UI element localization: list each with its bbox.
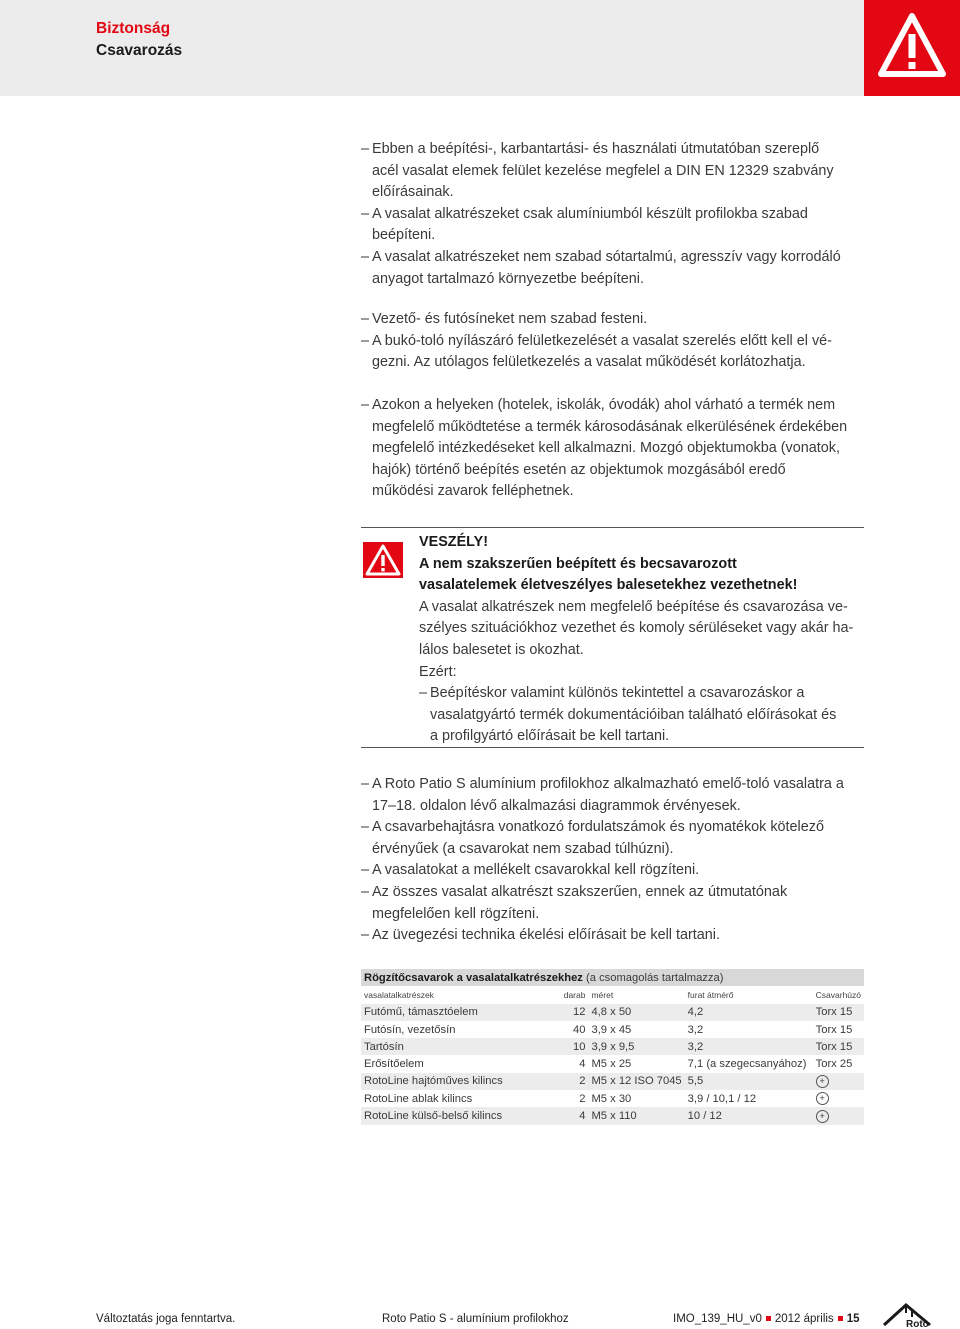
cell-qty: 4 bbox=[555, 1107, 589, 1124]
list-item-line: Az összes vasalat alkatrészt szakszerűen, ennek az útmutatónak bbox=[372, 883, 788, 900]
danger-body-line: A vasalat alkatrészek nem megfelelő beépítése és csavarozása ve- bbox=[419, 598, 848, 615]
subsection-title: Csavarozás bbox=[96, 42, 183, 59]
list-item: – A vasalatokat a mellékelt csavarokkal kell rögzíteni. bbox=[361, 860, 866, 882]
cell-bore: 3,9 / 10,1 / 12 bbox=[685, 1090, 813, 1107]
cell-size: 3,9 x 45 bbox=[588, 1021, 684, 1038]
column-header: vasalatalkatrészek bbox=[364, 989, 434, 1000]
cell-size: M5 x 30 bbox=[588, 1090, 684, 1107]
list-item-line: 17–18. oldalon lévő alkalmazási diagrammok érvényesek. bbox=[372, 797, 741, 814]
table-row bbox=[361, 1021, 864, 1038]
danger-title: VESZÉLY! bbox=[419, 534, 489, 550]
column-header: darab bbox=[563, 989, 586, 1000]
list-item: – Vezető- és futósíneket nem szabad festeni. bbox=[361, 309, 866, 331]
cell-driver: Torx 15 bbox=[813, 1021, 864, 1038]
page-number: 15 bbox=[846, 1313, 860, 1325]
column-header: furat átmérő bbox=[687, 989, 734, 1000]
list-item-line: Azokon a helyeken (hotelek, iskolák, óvodák) ahol várható a termék nem bbox=[372, 397, 836, 413]
list-item-line: megfelelő intézkedéseket kell alkalmazni. Mozgó objektumokba (vonatok, bbox=[372, 440, 840, 457]
table-row bbox=[361, 1004, 864, 1021]
cell-bore: 4,2 bbox=[685, 1004, 813, 1021]
separator-square-icon bbox=[838, 1316, 843, 1321]
table-row bbox=[361, 1038, 864, 1055]
danger-notice bbox=[361, 527, 864, 748]
list-item-line: Vezető- és futósíneket nem szabad festeni. bbox=[372, 311, 648, 327]
cell-size: M5 x 12 ISO 7045 bbox=[588, 1073, 684, 1090]
cell-qty: 10 bbox=[555, 1038, 589, 1055]
table-title-row bbox=[361, 969, 864, 986]
doc-id: IMO_139_HU_v0 bbox=[673, 1313, 762, 1325]
separator-square-icon bbox=[766, 1316, 771, 1321]
footer-right bbox=[673, 1313, 859, 1325]
danger-therefore: Ezért: bbox=[419, 663, 457, 680]
danger-sub-item: – Beépítéskor valamint különös tekintettel a csavarozáskor a vasalatgyártó termék dokumentációiban található előírásokat és a profilgyártó előírásait be kell tartani. bbox=[419, 683, 867, 748]
list-item: – Azokon a helyeken (hotelek, iskolák, óvodák) ahol várható a termék nem megfelelő működtetése a termék károsodásának elkerülésének érdekében megfelelő intézkedéseket kell alkalmazni. Mozgó objektumokba (vonatok, hajók) történő beépítés esetén az objektumok mozgásából eredő működési zavarok felléphetnek. bbox=[361, 395, 866, 503]
roto-logo bbox=[876, 1303, 942, 1329]
cell-qty: 2 bbox=[555, 1073, 589, 1090]
safety-list-2 bbox=[361, 309, 866, 374]
page-header bbox=[0, 0, 960, 96]
danger-text bbox=[419, 532, 867, 748]
table-header-row bbox=[361, 986, 864, 1003]
cell-part: Erősítőelem bbox=[361, 1055, 555, 1072]
list-item-line: anyagot tartalmazó környezetbe beépíteni. bbox=[372, 270, 644, 287]
list-item: – A bukó-toló nyílászáró felületkezelését a vasalat szerelés előtt kell el vé- gezni. Az utólagos felületkezelés a vasalat működését korlátozhatja. bbox=[361, 331, 866, 374]
danger-warning-icon bbox=[363, 542, 403, 578]
safety-list-3 bbox=[361, 395, 866, 503]
list-item-line: működési zavarok felléphetnek. bbox=[372, 483, 574, 500]
cell-part: RotoLine hajtóműves kilincs bbox=[361, 1073, 555, 1090]
table-row bbox=[361, 1090, 864, 1107]
phillips-icon: + bbox=[816, 1075, 829, 1088]
list-item-line: A vasalatokat a mellékelt csavarokkal kell rögzíteni. bbox=[372, 862, 700, 879]
cell-driver: Torx 15 bbox=[813, 1038, 864, 1055]
list-item: – A Roto Patio S alumínium profilokhoz alkalmazható emelő-toló vasalatra a 17–18. oldalon lévő alkalmazási diagrammok érvényesek. bbox=[361, 774, 866, 817]
list-item: – Az üvegezési technika ékelési előírásait be kell tartani. bbox=[361, 925, 866, 947]
cell-size: 4,8 x 50 bbox=[588, 1004, 684, 1021]
cell-bore: 5,5 bbox=[685, 1073, 813, 1090]
cell-bore: 3,2 bbox=[685, 1021, 813, 1038]
list-item-line: beépíteni. bbox=[372, 227, 436, 244]
danger-body-line: lálos balesetet is okozhat. bbox=[419, 641, 584, 658]
footer-center: Roto Patio S - alumínium profilokhoz bbox=[382, 1313, 569, 1325]
cell-part: Tartósín bbox=[361, 1038, 555, 1055]
cell-driver bbox=[813, 1073, 864, 1090]
column-header: méret bbox=[591, 989, 614, 1000]
list-item-line: A Roto Patio S alumínium profilokhoz alkalmazható emelő-toló vasalatra a bbox=[372, 776, 844, 792]
cell-qty: 2 bbox=[555, 1090, 589, 1107]
table-row bbox=[361, 1055, 864, 1072]
warning-triangle-icon bbox=[878, 12, 946, 80]
list-item-line: acél vasalat elemek felület kezelése megfelel a DIN EN 12329 szabvány bbox=[372, 162, 834, 179]
danger-sub-line: a profilgyártó előírásait be kell tartani. bbox=[430, 728, 670, 745]
list-item: – A csavarbehajtásra vonatkozó fordulatszámok és nyomatékok kötelező érvényűek (a csavarokat nem szabad túlhúzni). bbox=[361, 817, 866, 860]
list-item-line: A vasalat alkatrészeket nem szabad sótartalmú, agresszív vagy korrodáló bbox=[372, 248, 841, 265]
list-item-line: gezni. Az utólagos felületkezelés a vasalat működését korlátozhatja. bbox=[372, 354, 806, 371]
list-item-line: megfelelő működtetése a termék károsodásának elkerülésének érdekében bbox=[372, 418, 848, 435]
cell-size: 3,9 x 9,5 bbox=[588, 1038, 684, 1055]
screw-table bbox=[361, 969, 864, 1125]
cell-part: Futómű, támasztóelem bbox=[361, 1004, 555, 1021]
list-item-line: A vasalat alkatrészeket csak alumíniumból készült profilokba szabad bbox=[372, 205, 808, 222]
safety-list-4 bbox=[361, 774, 866, 947]
list-item: – Ebben a beépítési-, karbantartási- és használati útmutatóban szereplő acél vasalat elemek felület kezelése megfelel a DIN EN 12329 szabvány előírásainak. bbox=[361, 139, 866, 204]
table-row bbox=[361, 1073, 864, 1090]
danger-headline-line: vasalatelemek életveszélyes balesetekhez vezethetnek! bbox=[419, 577, 798, 594]
danger-body-line: szélyes szituációkhoz vezethet és komoly sérüléseket vagy akár ha- bbox=[419, 620, 854, 637]
warning-badge bbox=[864, 0, 960, 96]
cell-part: Futósín, vezetősín bbox=[361, 1021, 555, 1038]
cell-driver bbox=[813, 1090, 864, 1107]
cell-size: M5 x 25 bbox=[588, 1055, 684, 1072]
list-item-line: A csavarbehajtásra vonatkozó fordulatszámok és nyomatékok kötelező bbox=[372, 819, 824, 836]
cell-qty: 12 bbox=[555, 1004, 589, 1021]
logo-text: Roto bbox=[906, 1319, 929, 1329]
list-item-line: előírásainak. bbox=[372, 184, 454, 201]
list-item-line: Az üvegezési technika ékelési előírásait be kell tartani. bbox=[372, 927, 720, 944]
danger-headline-line: A nem szakszerűen beépített és becsavarozott bbox=[419, 555, 737, 572]
cell-bore: 10 / 12 bbox=[685, 1107, 813, 1124]
cell-part: RotoLine külső-belső kilincs bbox=[361, 1107, 555, 1124]
list-item: – A vasalat alkatrészeket csak alumíniumból készült profilokba szabad beépíteni. bbox=[361, 204, 866, 247]
list-item-line: érvényűek (a csavarokat nem szabad túlhúzni). bbox=[372, 840, 674, 857]
table-title bbox=[361, 969, 864, 986]
cell-part: RotoLine ablak kilincs bbox=[361, 1090, 555, 1107]
cell-bore: 7,1 (a szegecsanyához) bbox=[685, 1055, 813, 1072]
cell-driver: Torx 25 bbox=[813, 1055, 864, 1072]
list-item-line: Ebben a beépítési-, karbantartási- és használati útmutatóban szereplő bbox=[372, 141, 820, 157]
cell-driver: Torx 15 bbox=[813, 1004, 864, 1021]
danger-sub-line: Beépítéskor valamint különös tekintettel a csavarozáskor a bbox=[430, 685, 805, 702]
table-title-rest: (a csomagolás tartalmazza) bbox=[582, 971, 724, 984]
list-item-line: megfelelően kell rögzíteni. bbox=[372, 905, 540, 922]
list-item-line: A bukó-toló nyílászáró felületkezelését a vasalat szerelés előtt kell el vé- bbox=[372, 332, 832, 349]
doc-date: 2012 április bbox=[774, 1313, 834, 1325]
column-header: Csavarhúzó bbox=[815, 989, 861, 1000]
list-item-line: hajók) történő beépítés esetén az objektumok mozgásából eredő bbox=[372, 461, 786, 478]
section-title: Biztonság bbox=[96, 20, 171, 37]
list-item: – Az összes vasalat alkatrészt szakszerűen, ennek az útmutatónak megfelelően kell rögzíteni. bbox=[361, 882, 866, 925]
cell-qty: 4 bbox=[555, 1055, 589, 1072]
danger-sub-line: vasalatgyártó termék dokumentációiban található előírásokat és bbox=[430, 706, 837, 723]
cell-driver bbox=[813, 1107, 864, 1124]
table-title-bold: Rögzítőcsavarok a vasalatalkatrészekhez bbox=[364, 971, 583, 984]
phillips-icon: + bbox=[816, 1092, 829, 1105]
footer-left: Változtatás joga fenntartva. bbox=[96, 1313, 236, 1325]
table-row bbox=[361, 1107, 864, 1124]
safety-list-1 bbox=[361, 139, 866, 290]
cell-bore: 3,2 bbox=[685, 1038, 813, 1055]
list-item: – A vasalat alkatrészeket nem szabad sótartalmú, agresszív vagy korrodáló anyagot tartalmazó környezetbe beépíteni. bbox=[361, 247, 866, 290]
cell-qty: 40 bbox=[555, 1021, 589, 1038]
cell-size: M5 x 110 bbox=[588, 1107, 684, 1124]
phillips-icon: + bbox=[816, 1110, 829, 1123]
